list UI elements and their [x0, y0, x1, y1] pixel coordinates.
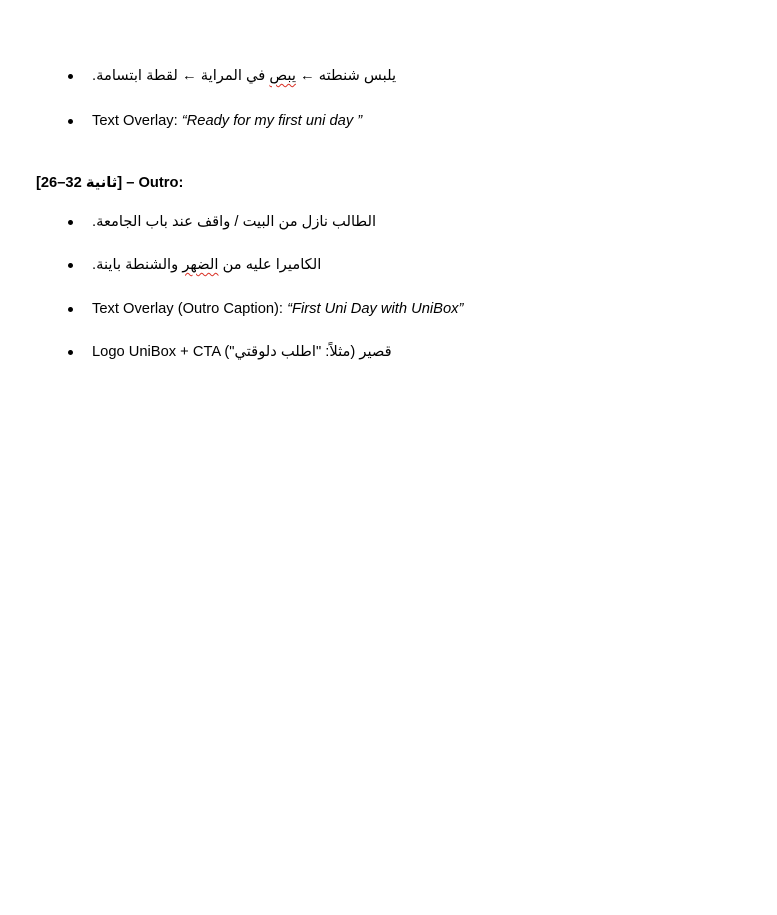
- misspelled-word: الضهر: [182, 257, 219, 273]
- bullet-text-mixed: [92, 344, 392, 360]
- text-segment: يلبس شنطته ←: [295, 68, 397, 84]
- cta-label-english: Logo UniBox + CTA: [92, 344, 225, 360]
- text-segment: الكاميرا عليه من: [218, 257, 322, 273]
- bullet-icon: [68, 119, 73, 124]
- cta-text-arabic: قصير (مثلاً: "اطلب دلوقتي"): [224, 344, 392, 360]
- misspelled-word: يبص: [269, 68, 296, 84]
- bullet-icon: [68, 220, 73, 225]
- bullet-icon: [68, 263, 73, 268]
- list-item-action-mirror: [0, 68, 777, 85]
- list-item-text-overlay: [0, 113, 777, 130]
- bullet-text-english: [92, 301, 463, 317]
- bullet-icon: [68, 350, 73, 355]
- overlay-label: Text Overlay:: [92, 113, 182, 129]
- list-item-scene-student: [0, 214, 777, 231]
- bullet-text-arabic: [92, 68, 396, 84]
- bullet-text-arabic: الطالب نازل من البيت / واقف عند باب الجامعة.: [92, 214, 377, 230]
- overlay-quote: “First Uni Day with UniBox”: [287, 301, 464, 317]
- section-heading-outro: [26–32 ثانية] – Outro:: [36, 175, 184, 191]
- list-item-outro-caption: [0, 301, 777, 318]
- text-segment: والشنطة باينة.: [92, 257, 183, 273]
- document-page: [0, 0, 777, 361]
- bullet-text-arabic: [92, 257, 321, 273]
- bullet-icon: [68, 307, 73, 312]
- list-item-logo-cta: [0, 344, 777, 361]
- bullet-icon: [68, 74, 73, 79]
- bullet-text-english: [92, 113, 362, 129]
- list-item-scene-camera: [0, 257, 777, 274]
- text-segment: في المراية ← لقطة ابتسامة.: [92, 68, 270, 84]
- overlay-quote: “Ready for my first uni day ”: [181, 113, 363, 129]
- overlay-label: Text Overlay (Outro Caption):: [92, 301, 288, 317]
